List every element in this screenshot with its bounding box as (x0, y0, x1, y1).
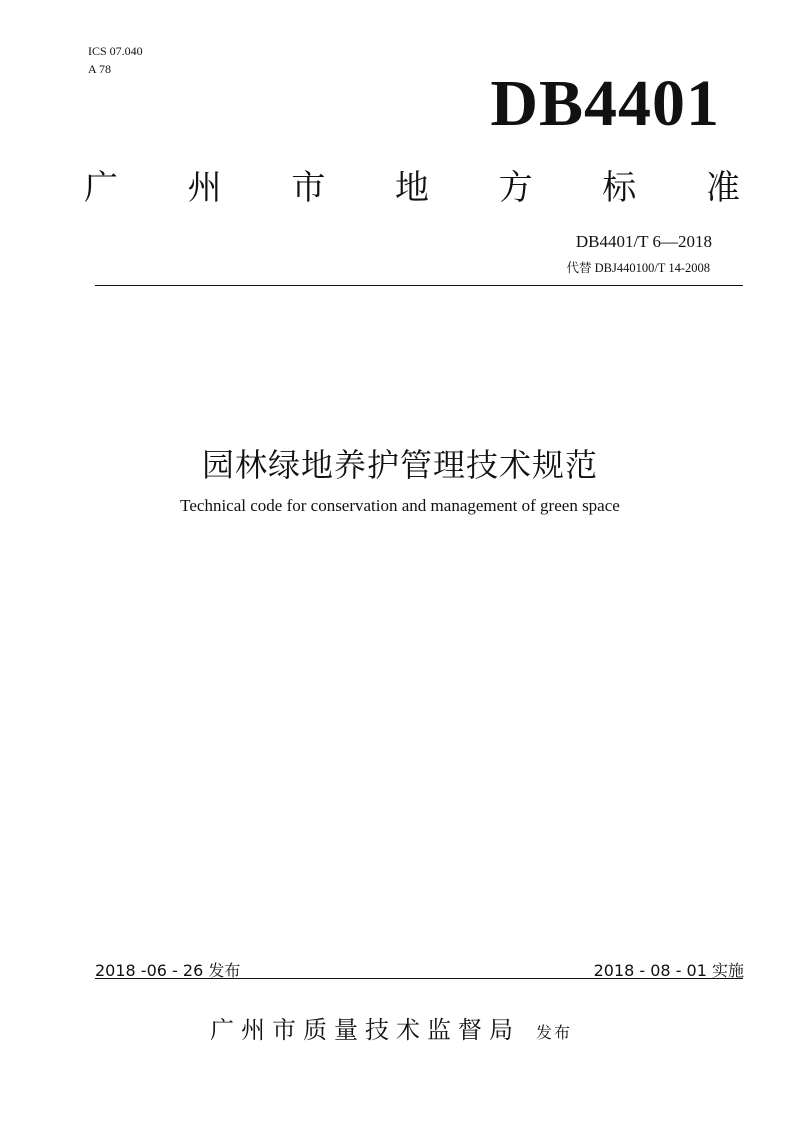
issuer-line (210, 1010, 572, 1045)
standard-type-char: 准 (705, 168, 740, 208)
top-divider (95, 285, 743, 286)
document-title-chinese: 园林绿地养护管理技术规范 (201, 446, 598, 484)
ics-code: ICS 07.040 (88, 44, 143, 58)
standard-type-char: 方 (498, 168, 533, 208)
standard-type-char: 广 (84, 168, 118, 208)
implement-date: 2018 - 08 - 01 实施 (593, 961, 744, 980)
ccs-code: A 78 (88, 62, 112, 76)
standard-type-char: 市 (291, 168, 326, 208)
document-number: DB4401/T 6—2018 (575, 232, 712, 251)
document-title-english: Technical code for conservation and management of green space (180, 496, 620, 515)
bottom-divider (95, 978, 743, 979)
publish-date: 2018 -06 - 26 发布 (95, 961, 241, 980)
standard-code: DB4401 (490, 67, 720, 140)
standard-type-char: 州 (187, 168, 222, 208)
standard-type-char: 地 (394, 168, 429, 208)
issuer-name: 广州市质量技术监督局 (210, 1016, 520, 1044)
issuer-suffix: 发布 (536, 1023, 573, 1042)
replaces-note: 代替 DBJ440100/T 14-2008 (566, 261, 710, 275)
classification-codes (88, 42, 143, 78)
standard-type-heading (84, 160, 740, 209)
standard-type-char: 标 (602, 168, 637, 208)
